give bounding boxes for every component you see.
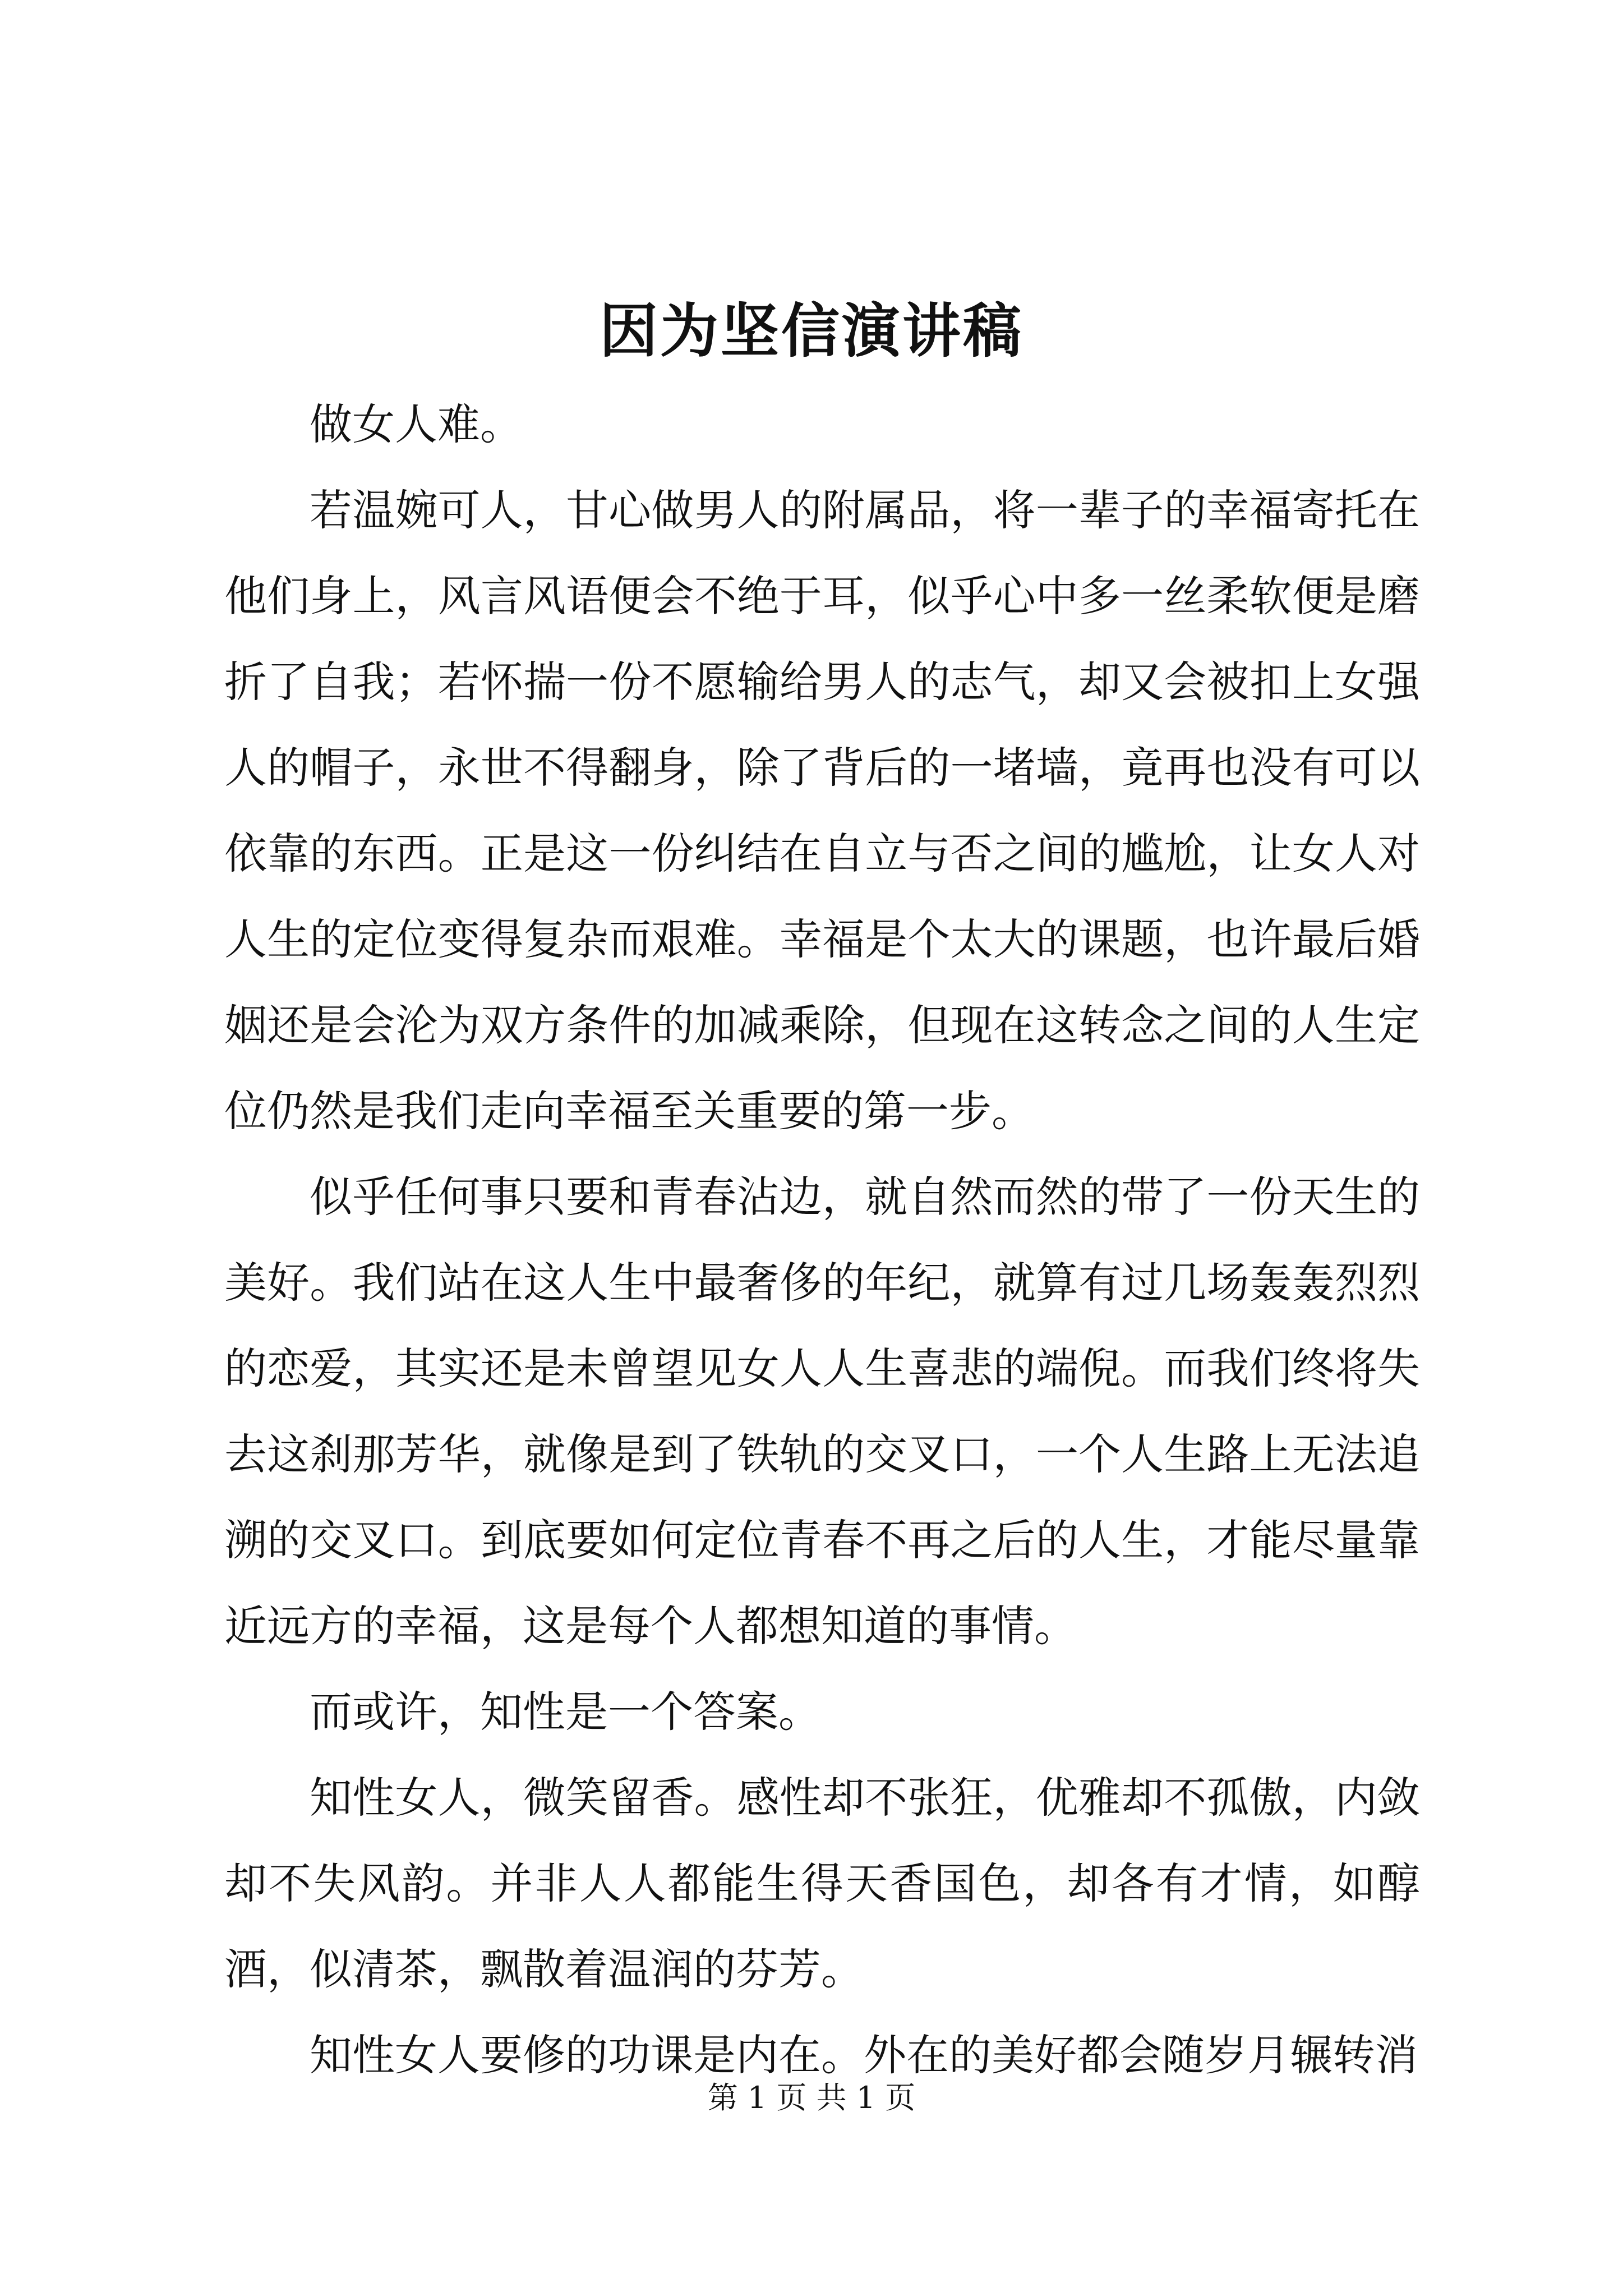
paragraph-2: 若温婉可人，甘心做男人的附属品，将一辈子的幸福寄托在他们身上，风言风语便会不绝于耳，似乎心中多一丝柔软便是磨折了自我；若怀揣一份不愿输给男人的志气，却又会被扣上女强人的帽子，永世不得翻身，除了背后的一堵墙，竟再也没有可以依靠的东西。正是这一份纠结在自立与否之间的尴尬，让女人对人生的定位变得复杂而艰难。幸福是个太大的课题，也许最后婚姻还是会沦为双方条件的加减乘除，但现在这转念之间的人生定位仍然是我们走向幸福至关重要的第一步。 [224, 485, 1420, 1136]
paragraph-4: 而或许，知性是一个答案。 [310, 1687, 821, 1737]
paragraph-5: 知性女人，微笑留香。感性却不张狂，优雅却不孤傲，内敛却不失风韵。并非人人都能生得天香国色，却各有才情，如醇酒，似清茶，飘散着温润的芬芳。 [224, 1773, 1420, 1994]
paragraph-3: 似乎任何事只要和青春沾边，就自然而然的带了一份天生的美好。我们站在这人生中最奢侈的年纪，就算有过几场轰轰烈烈的恋爱，其实还是未曾望见女人人生喜悲的端倪。而我们终将失去这刹那芳华，就像是到了铁轨的交叉口，一个人生路上无法追溯的交叉口。到底要如何定位青春不再之后的人生，才能尽量靠近远方的幸福，这是每个人都想知道的事情。 [224, 1172, 1420, 1651]
paragraph-1: 做女人难。 [310, 399, 523, 449]
page-footer: 第 1 页 共 1 页 [707, 2080, 916, 2115]
paragraph-6: 知性女人要修的功课是内在。外在的美好都会随岁月辗转消 [310, 2030, 1418, 2080]
document-title: 因为坚信演讲稿 [599, 296, 1023, 365]
document-body [224, 381, 1420, 2098]
